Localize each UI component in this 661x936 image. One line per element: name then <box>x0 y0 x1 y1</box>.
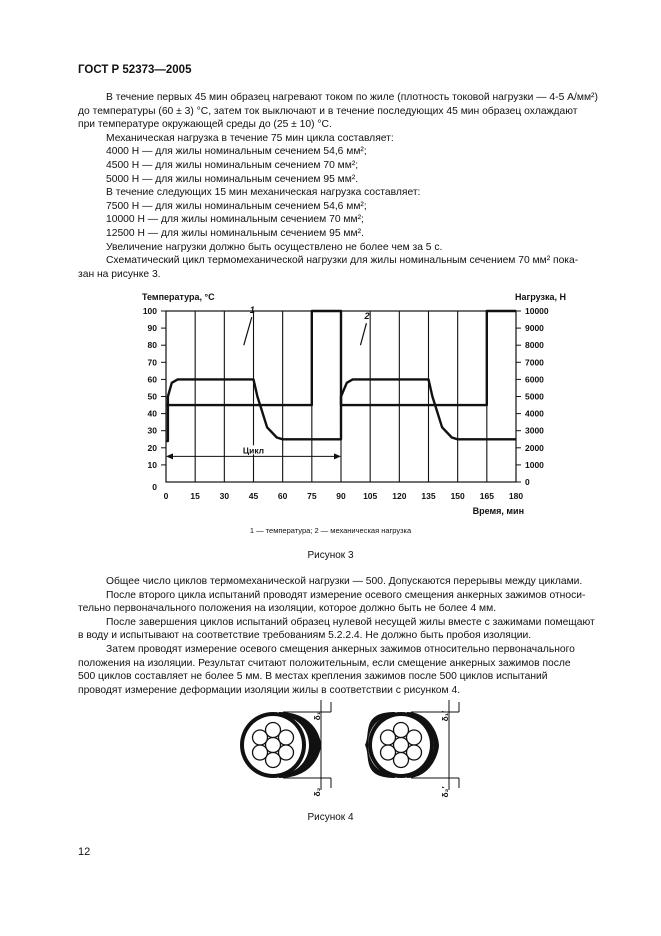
y-right-tick-label: 9000 <box>525 323 544 334</box>
y-left-tick-label: 30 <box>147 425 157 436</box>
x-tick-label: 165 <box>479 491 494 501</box>
para1-line1: В течение первых 45 мин образец нагревают током по жиле (плотность токовой нагрузки — 4-5 А/мм²) <box>106 92 598 103</box>
y-left-tick-label: 100 <box>142 306 157 316</box>
y-left-title: Температура, °С <box>142 292 215 302</box>
delta1-label: δ₁ <box>312 711 322 721</box>
y-right-title: Нагрузка, Н <box>514 292 566 302</box>
x-tick-label: 60 <box>277 491 288 501</box>
schema-line2: зан на рисунке 3. <box>78 268 161 280</box>
y-left-tick-label: 70 <box>147 357 157 368</box>
after-line2: в воду и испытывают на соответствие требованиям 5.2.2.4. Не должно быть пробоя изоляции. <box>78 630 532 642</box>
mech-load-1: 4000 Н — для жилы номинальным сечением 54,6 мм²; <box>106 146 367 158</box>
x-tick-label: 120 <box>392 491 407 501</box>
cycles-para: Общее число циклов термомеханической нагрузки — 500. Допускаются перерывы между циклами. <box>106 576 583 587</box>
document-header: ГОСТ Р 52373—2005 <box>78 64 192 76</box>
x-tick-label: 150 <box>450 491 465 501</box>
y-left-tick-label: 50 <box>147 391 157 402</box>
then-line2: положения на изоляции. Результат считают положительным, если смещение анкерных зажимов после <box>78 657 571 669</box>
after-line1: После завершения циклов испытаний образец нулевой несущей жилы вместе с зажимами помещают <box>106 616 595 628</box>
para1-line3: при температуре окружающей среды до (25 ± 10) °С. <box>78 119 332 131</box>
increase-note: Увеличение нагрузки должно быть осуществлено не более чем за 5 с. <box>106 241 443 253</box>
x-tick-label: 180 <box>508 491 524 501</box>
mech-load-3: 5000 Н — для жилы номинальным сечением 95 мм². <box>106 173 359 185</box>
schema-line1: Схематический цикл термомеханической нагрузки для жилы номинальным сечением 70 мм² пока- <box>106 255 579 267</box>
x-tick-label: 0 <box>163 491 169 501</box>
y-right-tick-label: 7000 <box>525 357 544 368</box>
x-axis-title: Время, мин <box>472 506 524 516</box>
y-right-tick-label: 10000 <box>525 306 549 316</box>
para1-line2: до температуры (60 ± 3) °С, затем ток выключают и в течение последующих 45 мин образец охлаждают <box>78 105 578 117</box>
y-left-tick-label: 0 <box>152 482 157 492</box>
y-right-tick-label: 2000 <box>525 442 544 453</box>
after2-line2: тельно первоначального положения на изоляции, которое должно быть не более 4 мм. <box>78 603 497 615</box>
x-tick-label: 75 <box>307 491 317 501</box>
y-left-tick-label: 20 <box>147 442 157 453</box>
y-right-tick-label: 6000 <box>525 374 544 385</box>
x-tick-label: 135 <box>421 491 436 501</box>
x-tick-label: 45 <box>248 491 259 501</box>
y-right-tick-label: 8000 <box>525 340 544 351</box>
y-right-tick-label: 3000 <box>525 425 544 436</box>
mech-load-2: 4500 Н — для жилы номинальным сечением 70 мм²; <box>106 159 359 171</box>
then-line4: проводят измерение деформации изоляции жилы в соответствии с рисунком 4. <box>78 684 461 696</box>
x-tick-label: 90 <box>336 491 346 501</box>
delta2-prime-label: δ₂′ <box>440 786 450 798</box>
y-left-tick-label: 40 <box>147 408 157 419</box>
y-left-tick-label: 10 <box>147 459 157 470</box>
figure3-caption: Рисунок 3 <box>307 550 354 561</box>
figure3-legend: 1 — температура; 2 — механическая нагрузка <box>249 526 412 535</box>
mech-load-6: 12500 Н — для жилы номинальным сечением 95 мм². <box>106 227 364 239</box>
y-right-tick-label: 1000 <box>525 459 544 470</box>
delta2-label: δ₂ <box>312 787 322 797</box>
delta1-prime-label: δ₁′ <box>440 710 450 722</box>
figure4-caption: Рисунок 4 <box>307 812 354 823</box>
y-left-tick-label: 80 <box>147 340 157 351</box>
y-left-tick-label: 60 <box>147 374 157 385</box>
y-right-tick-label: 5000 <box>525 391 544 402</box>
series-label-1: 1 <box>249 305 255 316</box>
series-label-2: 2 <box>364 311 370 322</box>
x-tick-label: 105 <box>363 491 378 501</box>
after2-line1: После второго цикла испытаний проводят измерение осевого смещения анкерных зажимов относи- <box>106 589 586 601</box>
page-number: 12 <box>78 846 91 858</box>
mech-load-4: 7500 Н — для жилы номинальным сечением 54,6 мм²; <box>106 200 367 212</box>
then-line1: Затем проводят измерение осевого смещения анкерных зажимов относительно первоначального <box>106 643 575 655</box>
cycle-label: Цикл <box>242 445 265 456</box>
mech-load-5: 10000 Н — для жилы номинальным сечением 70 мм²; <box>106 214 364 226</box>
then-line3: 500 циклов составляет не более 5 мм. В местах крепления зажимов после 500 циклов испытаний <box>78 671 548 683</box>
x-tick-label: 15 <box>190 491 200 501</box>
x-tick-label: 30 <box>219 491 230 501</box>
y-right-tick-label: 4000 <box>525 408 544 419</box>
mech-intro: Механическая нагрузка в течение 75 мин цикла составляет: <box>106 132 394 144</box>
y-left-tick-label: 90 <box>147 323 157 334</box>
y-right-tick-label: 0 <box>525 477 530 487</box>
mech-intro-2: В течение следующих 15 мин механическая нагрузка составляет: <box>106 187 421 199</box>
